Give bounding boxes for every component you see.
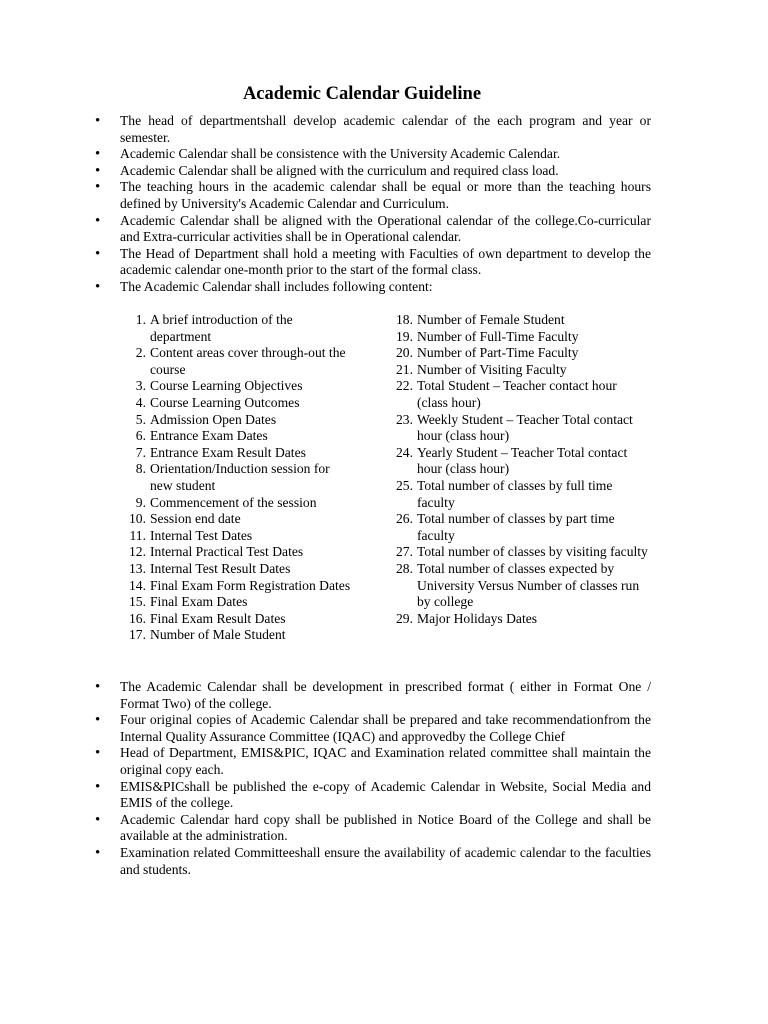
content-list-item [387, 544, 651, 561]
item-number: 2. [135, 345, 146, 361]
content-list-item [120, 428, 355, 445]
item-number: 7. [135, 444, 146, 460]
item-number: 16. [129, 610, 146, 626]
item-text: Major Holidays Dates [417, 610, 538, 626]
bullet-item: • Head of Department, EMIS&PIC, IQAC and Examination related committee shall maintain the original copy each. [120, 745, 651, 778]
content-list-item [120, 312, 355, 345]
item-number: 12. [129, 544, 146, 560]
bullet-item: • Examination related Committeeshall ensure the availability of academic calendar to the faculties and students. [120, 845, 651, 878]
content-list-item [120, 412, 355, 429]
item-text: Admission Open Dates [150, 411, 277, 427]
item-text: Internal Practical Test Dates [150, 544, 304, 560]
item-text: Weekly Student – Teacher Total contact hour (class hour) [417, 411, 633, 444]
item-text: Session end date [150, 511, 241, 527]
content-list-item [120, 395, 355, 412]
item-number: 26. [396, 511, 413, 527]
content-list-item [387, 345, 651, 362]
item-text: Orientation/Induction session for new student [150, 461, 330, 493]
item-number: 22. [396, 378, 413, 394]
content-list-right [387, 312, 651, 627]
item-text: Number of Full-Time Faculty [417, 328, 579, 344]
bullet-item: • The Head of Department shall hold a meeting with Faculties of own department to develop the academic calendar one-month prior to the start of the formal class. [120, 246, 651, 279]
item-text: Internal Test Dates [150, 527, 253, 543]
content-list-item [387, 412, 651, 445]
item-number: 19. [396, 328, 413, 344]
item-text: Course Learning Objectives [150, 378, 303, 394]
content-list-item [120, 594, 355, 611]
item-number: 1. [135, 312, 146, 327]
content-list-item [120, 627, 355, 644]
item-number: 24. [396, 444, 413, 460]
content-list-item [387, 312, 651, 329]
content-list-item [120, 561, 355, 578]
item-number: 13. [129, 560, 146, 576]
closing-bullet-list [120, 679, 651, 878]
item-number: 28. [396, 560, 413, 576]
content-list-item [387, 329, 651, 346]
content-list-left [120, 312, 355, 644]
item-text: Total number of classes by full time faculty [417, 477, 613, 510]
content-list-item [387, 378, 651, 411]
item-text: Number of Male Student [150, 627, 286, 643]
content-list-item [120, 544, 355, 561]
item-text: Number of Part-Time Faculty [417, 345, 579, 361]
content-list-item [120, 378, 355, 395]
item-text: Number of Visiting Faculty [417, 361, 567, 377]
content-list-item [120, 528, 355, 545]
bullet-item: • Academic Calendar shall be consistence with the University Academic Calendar. [120, 146, 651, 163]
content-list-item [387, 611, 651, 628]
bullet-item: • Academic Calendar shall be aligned with the curriculum and required class load. [120, 163, 651, 180]
item-number: 9. [135, 494, 146, 510]
bullet-item: • The Academic Calendar shall includes following content: [120, 279, 651, 296]
item-number: 6. [135, 428, 146, 444]
bullet-item: • EMIS&PICshall be published the e-copy of Academic Calendar in Website, Social Media and EMIS of the college. [120, 779, 651, 812]
item-number: 23. [396, 411, 413, 427]
content-list-item [387, 511, 651, 544]
content-list-item [120, 461, 355, 494]
item-text: Number of Female Student [417, 312, 565, 327]
item-text: Entrance Exam Dates [150, 428, 268, 444]
bullet-item: • Academic Calendar shall be aligned with the Operational calendar of the college.Co-curricular and Extra-curricular activities shall be in Operational calendar. [120, 213, 651, 246]
item-number: 3. [135, 378, 146, 394]
item-text: Total number of classes expected by University Versus Number of classes run by college [417, 560, 640, 610]
item-number: 27. [396, 544, 413, 560]
bullet-item: • Academic Calendar hard copy shall be published in Notice Board of the College and shall be available at the administration. [120, 812, 651, 845]
item-number: 5. [135, 411, 146, 427]
item-text: Total number of classes by part time faculty [417, 511, 615, 543]
item-text: Entrance Exam Result Dates [150, 444, 306, 460]
content-list-item [120, 345, 355, 378]
content-list-item [387, 478, 651, 511]
intro-bullet-list [120, 113, 651, 296]
content-list-item [120, 578, 355, 595]
item-number: 25. [396, 477, 413, 493]
bullet-item: • Four original copies of Academic Calendar shall be prepared and take recommendationfrom the Internal Quality Assurance Committee (IQAC) and approvedby the College Chief [120, 712, 651, 745]
bullet-item: • The head of departmentshall develop academic calendar of the each program and year or semester. [120, 113, 651, 146]
item-text: Final Exam Form Registration Dates [150, 577, 351, 593]
item-text: Final Exam Result Dates [150, 610, 286, 626]
item-number: 11. [129, 527, 146, 543]
item-number: 14. [129, 577, 146, 593]
content-list-item [120, 495, 355, 512]
item-number: 20. [396, 345, 413, 361]
item-number: 17. [129, 627, 146, 643]
item-text: A brief introduction of the department [150, 312, 293, 344]
content-list-item [387, 362, 651, 379]
content-list-item [387, 445, 651, 478]
item-text: Commencement of the session [150, 494, 317, 510]
item-text: Total Student – Teacher contact hour (class hour) [417, 378, 617, 410]
item-text: Final Exam Dates [150, 594, 248, 610]
item-number: 10. [129, 511, 146, 527]
item-number: 21. [396, 361, 413, 377]
item-number: 29. [396, 610, 413, 626]
page-title: Academic Calendar Guideline [242, 84, 482, 104]
item-text: Total number of classes by visiting faculty [417, 544, 648, 560]
content-list-item [120, 611, 355, 628]
bullet-item: • The Academic Calendar shall be development in prescribed format ( either in Format One / Format Two) of the college. [120, 679, 651, 712]
item-number: 8. [135, 461, 146, 477]
content-list-item [387, 561, 651, 611]
item-text: Course Learning Outcomes [150, 394, 300, 410]
item-number: 15. [129, 594, 146, 610]
item-text: Internal Test Result Dates [150, 560, 291, 576]
content-list-item [120, 445, 355, 462]
item-text: Yearly Student – Teacher Total contact hour (class hour) [417, 444, 628, 477]
bullet-item: • The teaching hours in the academic calendar shall be equal or more than the teaching hours defined by University's Academic Calendar and Curriculum. [120, 179, 651, 212]
item-number: 4. [135, 394, 146, 410]
item-number: 18. [396, 312, 413, 327]
content-list-item [120, 511, 355, 528]
item-text: Content areas cover through-out the course [150, 345, 346, 377]
